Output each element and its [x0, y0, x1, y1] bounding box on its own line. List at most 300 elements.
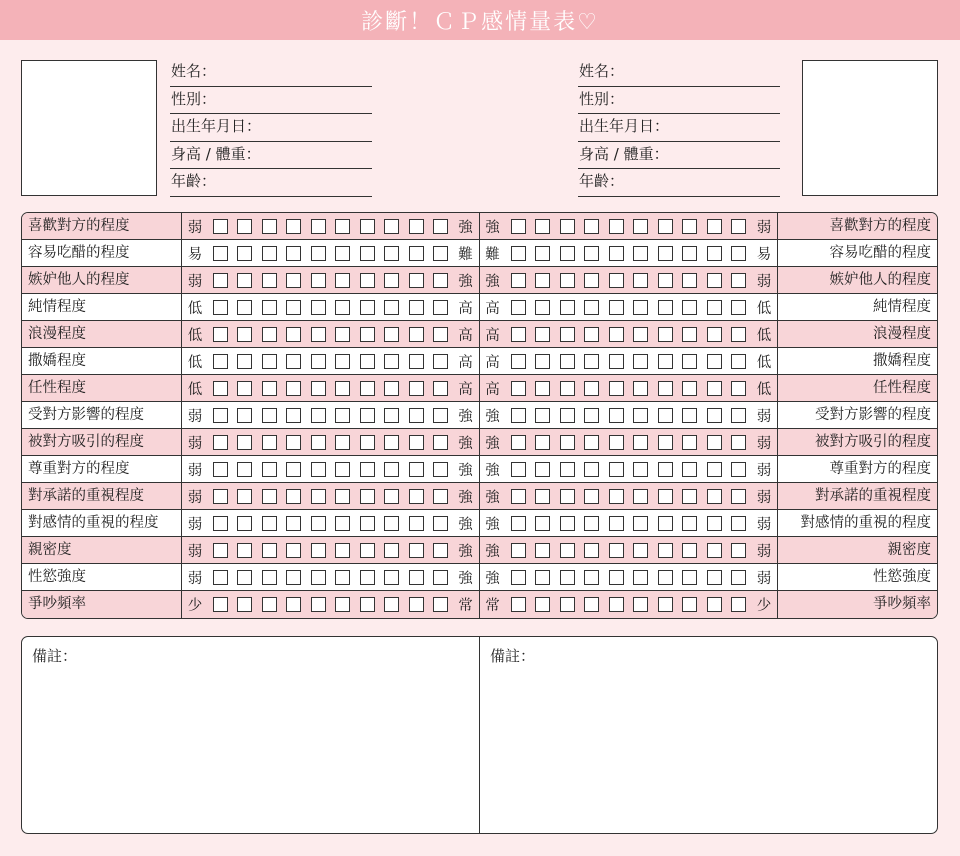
checkbox[interactable]	[560, 273, 575, 288]
checkbox[interactable]	[609, 543, 624, 558]
checkbox[interactable]	[584, 354, 599, 369]
checkbox[interactable]	[682, 597, 697, 612]
checkbox[interactable]	[237, 246, 252, 261]
checkbox[interactable]	[237, 489, 252, 504]
checkbox[interactable]	[682, 327, 697, 342]
checkbox[interactable]	[560, 219, 575, 234]
checkbox[interactable]	[707, 516, 722, 531]
checkbox[interactable]	[511, 543, 526, 558]
checkbox[interactable]	[707, 300, 722, 315]
checkbox[interactable]	[658, 516, 673, 531]
checkbox[interactable]	[286, 381, 301, 396]
checkbox[interactable]	[360, 246, 375, 261]
info-field[interactable]: 年齡：	[170, 169, 372, 197]
checkbox[interactable]	[560, 543, 575, 558]
checkbox[interactable]	[237, 327, 252, 342]
checkbox[interactable]	[511, 462, 526, 477]
checkbox[interactable]	[707, 543, 722, 558]
info-field[interactable]: 年齡：	[578, 169, 780, 197]
checkbox[interactable]	[286, 246, 301, 261]
checkbox[interactable]	[731, 273, 746, 288]
checkbox[interactable]	[335, 570, 350, 585]
checkbox[interactable]	[609, 489, 624, 504]
checkbox[interactable]	[237, 273, 252, 288]
checkbox[interactable]	[384, 516, 399, 531]
checkbox[interactable]	[560, 570, 575, 585]
checkbox[interactable]	[311, 435, 326, 450]
checkbox[interactable]	[731, 354, 746, 369]
checkbox[interactable]	[409, 543, 424, 558]
checkbox[interactable]	[584, 219, 599, 234]
checkbox[interactable]	[237, 300, 252, 315]
checkbox[interactable]	[335, 489, 350, 504]
checkbox[interactable]	[584, 597, 599, 612]
checkbox[interactable]	[384, 489, 399, 504]
info-field[interactable]: 出生年月日：	[578, 114, 780, 142]
checkbox[interactable]	[707, 219, 722, 234]
checkbox[interactable]	[237, 516, 252, 531]
checkbox[interactable]	[237, 543, 252, 558]
checkbox[interactable]	[384, 219, 399, 234]
info-field[interactable]: 姓名：	[578, 59, 780, 87]
checkbox[interactable]	[707, 435, 722, 450]
checkbox[interactable]	[213, 489, 228, 504]
checkbox[interactable]	[731, 219, 746, 234]
checkbox[interactable]	[286, 354, 301, 369]
checkbox[interactable]	[433, 300, 448, 315]
checkbox[interactable]	[213, 462, 228, 477]
checkbox[interactable]	[384, 354, 399, 369]
checkbox[interactable]	[384, 462, 399, 477]
checkbox[interactable]	[658, 462, 673, 477]
checkbox[interactable]	[511, 570, 526, 585]
checkbox[interactable]	[409, 300, 424, 315]
checkbox[interactable]	[584, 516, 599, 531]
checkbox[interactable]	[433, 570, 448, 585]
checkbox[interactable]	[213, 273, 228, 288]
checkbox[interactable]	[335, 381, 350, 396]
checkbox[interactable]	[560, 381, 575, 396]
checkbox[interactable]	[633, 219, 648, 234]
checkbox[interactable]	[335, 246, 350, 261]
checkbox[interactable]	[311, 597, 326, 612]
checkbox[interactable]	[633, 543, 648, 558]
checkbox[interactable]	[237, 381, 252, 396]
checkbox[interactable]	[311, 273, 326, 288]
checkbox[interactable]	[584, 435, 599, 450]
checkbox[interactable]	[311, 489, 326, 504]
checkbox[interactable]	[237, 435, 252, 450]
checkbox[interactable]	[609, 516, 624, 531]
checkbox[interactable]	[609, 570, 624, 585]
checkbox[interactable]	[409, 597, 424, 612]
checkbox[interactable]	[237, 408, 252, 423]
checkbox[interactable]	[560, 516, 575, 531]
checkbox[interactable]	[384, 597, 399, 612]
checkbox[interactable]	[633, 462, 648, 477]
checkbox[interactable]	[511, 408, 526, 423]
checkbox[interactable]	[335, 327, 350, 342]
checkbox[interactable]	[311, 354, 326, 369]
checkbox[interactable]	[237, 354, 252, 369]
checkbox[interactable]	[609, 435, 624, 450]
checkbox[interactable]	[360, 273, 375, 288]
checkbox[interactable]	[311, 516, 326, 531]
checkbox[interactable]	[286, 489, 301, 504]
checkbox[interactable]	[286, 597, 301, 612]
checkbox[interactable]	[535, 273, 550, 288]
checkbox[interactable]	[360, 408, 375, 423]
checkbox[interactable]	[384, 543, 399, 558]
checkbox[interactable]	[262, 597, 277, 612]
checkbox[interactable]	[609, 354, 624, 369]
checkbox[interactable]	[682, 219, 697, 234]
checkbox[interactable]	[262, 489, 277, 504]
checkbox[interactable]	[433, 354, 448, 369]
checkbox[interactable]	[237, 597, 252, 612]
checkbox[interactable]	[535, 543, 550, 558]
checkbox[interactable]	[360, 462, 375, 477]
checkbox[interactable]	[262, 543, 277, 558]
checkbox[interactable]	[213, 543, 228, 558]
checkbox[interactable]	[433, 381, 448, 396]
checkbox[interactable]	[409, 354, 424, 369]
checkbox[interactable]	[682, 273, 697, 288]
checkbox[interactable]	[335, 408, 350, 423]
checkbox[interactable]	[335, 516, 350, 531]
checkbox[interactable]	[311, 246, 326, 261]
checkbox[interactable]	[384, 327, 399, 342]
checkbox[interactable]	[707, 408, 722, 423]
checkbox[interactable]	[384, 273, 399, 288]
checkbox[interactable]	[213, 327, 228, 342]
checkbox[interactable]	[707, 246, 722, 261]
checkbox[interactable]	[511, 219, 526, 234]
checkbox[interactable]	[560, 408, 575, 423]
info-field[interactable]: 出生年月日：	[170, 114, 372, 142]
checkbox[interactable]	[609, 219, 624, 234]
checkbox[interactable]	[658, 570, 673, 585]
checkbox[interactable]	[262, 354, 277, 369]
checkbox[interactable]	[286, 300, 301, 315]
checkbox[interactable]	[731, 246, 746, 261]
checkbox[interactable]	[286, 435, 301, 450]
checkbox[interactable]	[335, 462, 350, 477]
checkbox[interactable]	[658, 543, 673, 558]
checkbox[interactable]	[658, 597, 673, 612]
checkbox[interactable]	[535, 246, 550, 261]
checkbox[interactable]	[584, 489, 599, 504]
checkbox[interactable]	[262, 570, 277, 585]
checkbox[interactable]	[731, 462, 746, 477]
checkbox[interactable]	[609, 300, 624, 315]
checkbox[interactable]	[584, 570, 599, 585]
checkbox[interactable]	[433, 273, 448, 288]
checkbox[interactable]	[535, 597, 550, 612]
checkbox[interactable]	[707, 462, 722, 477]
checkbox[interactable]	[633, 516, 648, 531]
checkbox[interactable]	[633, 597, 648, 612]
checkbox[interactable]	[633, 381, 648, 396]
checkbox[interactable]	[560, 462, 575, 477]
checkbox[interactable]	[335, 597, 350, 612]
checkbox[interactable]	[584, 543, 599, 558]
checkbox[interactable]	[511, 300, 526, 315]
checkbox[interactable]	[311, 462, 326, 477]
checkbox[interactable]	[584, 300, 599, 315]
checkbox[interactable]	[433, 435, 448, 450]
checkbox[interactable]	[262, 435, 277, 450]
checkbox[interactable]	[682, 246, 697, 261]
checkbox[interactable]	[511, 354, 526, 369]
checkbox[interactable]	[384, 246, 399, 261]
checkbox[interactable]	[633, 408, 648, 423]
checkbox[interactable]	[535, 408, 550, 423]
checkbox[interactable]	[511, 273, 526, 288]
checkbox[interactable]	[707, 489, 722, 504]
checkbox[interactable]	[433, 597, 448, 612]
checkbox[interactable]	[335, 219, 350, 234]
checkbox[interactable]	[433, 489, 448, 504]
checkbox[interactable]	[360, 570, 375, 585]
checkbox[interactable]	[633, 489, 648, 504]
checkbox[interactable]	[731, 327, 746, 342]
checkbox[interactable]	[535, 354, 550, 369]
checkbox[interactable]	[409, 219, 424, 234]
checkbox[interactable]	[511, 597, 526, 612]
checkbox[interactable]	[535, 516, 550, 531]
checkbox[interactable]	[433, 408, 448, 423]
checkbox[interactable]	[360, 300, 375, 315]
checkbox[interactable]	[633, 570, 648, 585]
checkbox[interactable]	[433, 516, 448, 531]
checkbox[interactable]	[731, 597, 746, 612]
checkbox[interactable]	[286, 543, 301, 558]
checkbox[interactable]	[658, 219, 673, 234]
checkbox[interactable]	[584, 273, 599, 288]
checkbox[interactable]	[633, 354, 648, 369]
checkbox[interactable]	[286, 570, 301, 585]
checkbox[interactable]	[609, 408, 624, 423]
checkbox[interactable]	[213, 408, 228, 423]
checkbox[interactable]	[560, 327, 575, 342]
checkbox[interactable]	[584, 246, 599, 261]
checkbox[interactable]	[731, 381, 746, 396]
checkbox[interactable]	[707, 570, 722, 585]
checkbox[interactable]	[409, 570, 424, 585]
checkbox[interactable]	[409, 435, 424, 450]
checkbox[interactable]	[682, 543, 697, 558]
checkbox[interactable]	[707, 273, 722, 288]
checkbox[interactable]	[682, 570, 697, 585]
checkbox[interactable]	[535, 570, 550, 585]
info-field[interactable]: 姓名：	[170, 59, 372, 87]
checkbox[interactable]	[262, 408, 277, 423]
checkbox[interactable]	[658, 300, 673, 315]
checkbox[interactable]	[731, 408, 746, 423]
checkbox[interactable]	[707, 327, 722, 342]
checkbox[interactable]	[409, 327, 424, 342]
checkbox[interactable]	[213, 219, 228, 234]
checkbox[interactable]	[311, 300, 326, 315]
checkbox[interactable]	[409, 489, 424, 504]
checkbox[interactable]	[335, 543, 350, 558]
checkbox[interactable]	[262, 516, 277, 531]
checkbox[interactable]	[360, 435, 375, 450]
notes-left[interactable]	[22, 637, 480, 833]
checkbox[interactable]	[707, 354, 722, 369]
checkbox[interactable]	[658, 246, 673, 261]
checkbox[interactable]	[311, 219, 326, 234]
checkbox[interactable]	[311, 408, 326, 423]
checkbox[interactable]	[584, 408, 599, 423]
checkbox[interactable]	[311, 327, 326, 342]
checkbox[interactable]	[360, 381, 375, 396]
checkbox[interactable]	[682, 462, 697, 477]
checkbox[interactable]	[286, 408, 301, 423]
checkbox[interactable]	[262, 381, 277, 396]
checkbox[interactable]	[262, 246, 277, 261]
checkbox[interactable]	[511, 327, 526, 342]
checkbox[interactable]	[433, 219, 448, 234]
checkbox[interactable]	[433, 327, 448, 342]
checkbox[interactable]	[335, 300, 350, 315]
checkbox[interactable]	[262, 300, 277, 315]
checkbox[interactable]	[433, 462, 448, 477]
checkbox[interactable]	[511, 516, 526, 531]
checkbox[interactable]	[682, 300, 697, 315]
checkbox[interactable]	[360, 543, 375, 558]
checkbox[interactable]	[213, 570, 228, 585]
checkbox[interactable]	[286, 219, 301, 234]
checkbox[interactable]	[213, 246, 228, 261]
checkbox[interactable]	[511, 435, 526, 450]
checkbox[interactable]	[658, 354, 673, 369]
checkbox[interactable]	[535, 327, 550, 342]
checkbox[interactable]	[262, 462, 277, 477]
info-field[interactable]: 性別：	[578, 87, 780, 115]
checkbox[interactable]	[335, 435, 350, 450]
checkbox[interactable]	[707, 381, 722, 396]
checkbox[interactable]	[560, 246, 575, 261]
checkbox[interactable]	[286, 327, 301, 342]
checkbox[interactable]	[658, 489, 673, 504]
checkbox[interactable]	[335, 354, 350, 369]
checkbox[interactable]	[682, 435, 697, 450]
checkbox[interactable]	[535, 300, 550, 315]
checkbox[interactable]	[213, 435, 228, 450]
checkbox[interactable]	[584, 462, 599, 477]
checkbox[interactable]	[384, 570, 399, 585]
checkbox[interactable]	[286, 273, 301, 288]
checkbox[interactable]	[237, 219, 252, 234]
checkbox[interactable]	[213, 597, 228, 612]
checkbox[interactable]	[237, 570, 252, 585]
checkbox[interactable]	[384, 408, 399, 423]
checkbox[interactable]	[311, 381, 326, 396]
checkbox[interactable]	[535, 219, 550, 234]
checkbox[interactable]	[560, 300, 575, 315]
checkbox[interactable]	[409, 462, 424, 477]
checkbox[interactable]	[731, 489, 746, 504]
checkbox[interactable]	[433, 246, 448, 261]
checkbox[interactable]	[511, 489, 526, 504]
checkbox[interactable]	[658, 435, 673, 450]
checkbox[interactable]	[609, 246, 624, 261]
checkbox[interactable]	[237, 462, 252, 477]
checkbox[interactable]	[560, 489, 575, 504]
checkbox[interactable]	[731, 300, 746, 315]
checkbox[interactable]	[409, 381, 424, 396]
checkbox[interactable]	[731, 435, 746, 450]
checkbox[interactable]	[360, 516, 375, 531]
checkbox[interactable]	[262, 273, 277, 288]
checkbox[interactable]	[262, 327, 277, 342]
checkbox[interactable]	[409, 516, 424, 531]
checkbox[interactable]	[584, 327, 599, 342]
checkbox[interactable]	[682, 516, 697, 531]
notes-right[interactable]	[480, 637, 937, 833]
checkbox[interactable]	[584, 381, 599, 396]
checkbox[interactable]	[633, 327, 648, 342]
checkbox[interactable]	[609, 381, 624, 396]
checkbox[interactable]	[286, 462, 301, 477]
checkbox[interactable]	[409, 273, 424, 288]
checkbox[interactable]	[731, 543, 746, 558]
checkbox[interactable]	[609, 327, 624, 342]
checkbox[interactable]	[560, 354, 575, 369]
checkbox[interactable]	[535, 381, 550, 396]
checkbox[interactable]	[511, 246, 526, 261]
checkbox[interactable]	[633, 273, 648, 288]
checkbox[interactable]	[360, 597, 375, 612]
checkbox[interactable]	[535, 462, 550, 477]
checkbox[interactable]	[658, 327, 673, 342]
checkbox[interactable]	[213, 381, 228, 396]
checkbox[interactable]	[682, 354, 697, 369]
checkbox[interactable]	[384, 435, 399, 450]
checkbox[interactable]	[682, 381, 697, 396]
checkbox[interactable]	[560, 597, 575, 612]
checkbox[interactable]	[609, 273, 624, 288]
checkbox[interactable]	[658, 408, 673, 423]
checkbox[interactable]	[262, 219, 277, 234]
checkbox[interactable]	[682, 408, 697, 423]
checkbox[interactable]	[409, 408, 424, 423]
checkbox[interactable]	[633, 300, 648, 315]
checkbox[interactable]	[360, 354, 375, 369]
checkbox[interactable]	[560, 435, 575, 450]
checkbox[interactable]	[213, 354, 228, 369]
info-field[interactable]: 身高 / 體重：	[170, 142, 372, 170]
checkbox[interactable]	[311, 570, 326, 585]
checkbox[interactable]	[311, 543, 326, 558]
checkbox[interactable]	[335, 273, 350, 288]
checkbox[interactable]	[535, 489, 550, 504]
checkbox[interactable]	[360, 219, 375, 234]
checkbox[interactable]	[633, 246, 648, 261]
checkbox[interactable]	[213, 300, 228, 315]
checkbox[interactable]	[409, 246, 424, 261]
checkbox[interactable]	[682, 489, 697, 504]
checkbox[interactable]	[360, 327, 375, 342]
checkbox[interactable]	[535, 435, 550, 450]
checkbox[interactable]	[731, 570, 746, 585]
checkbox[interactable]	[658, 381, 673, 396]
checkbox[interactable]	[384, 300, 399, 315]
checkbox[interactable]	[511, 381, 526, 396]
checkbox[interactable]	[433, 543, 448, 558]
